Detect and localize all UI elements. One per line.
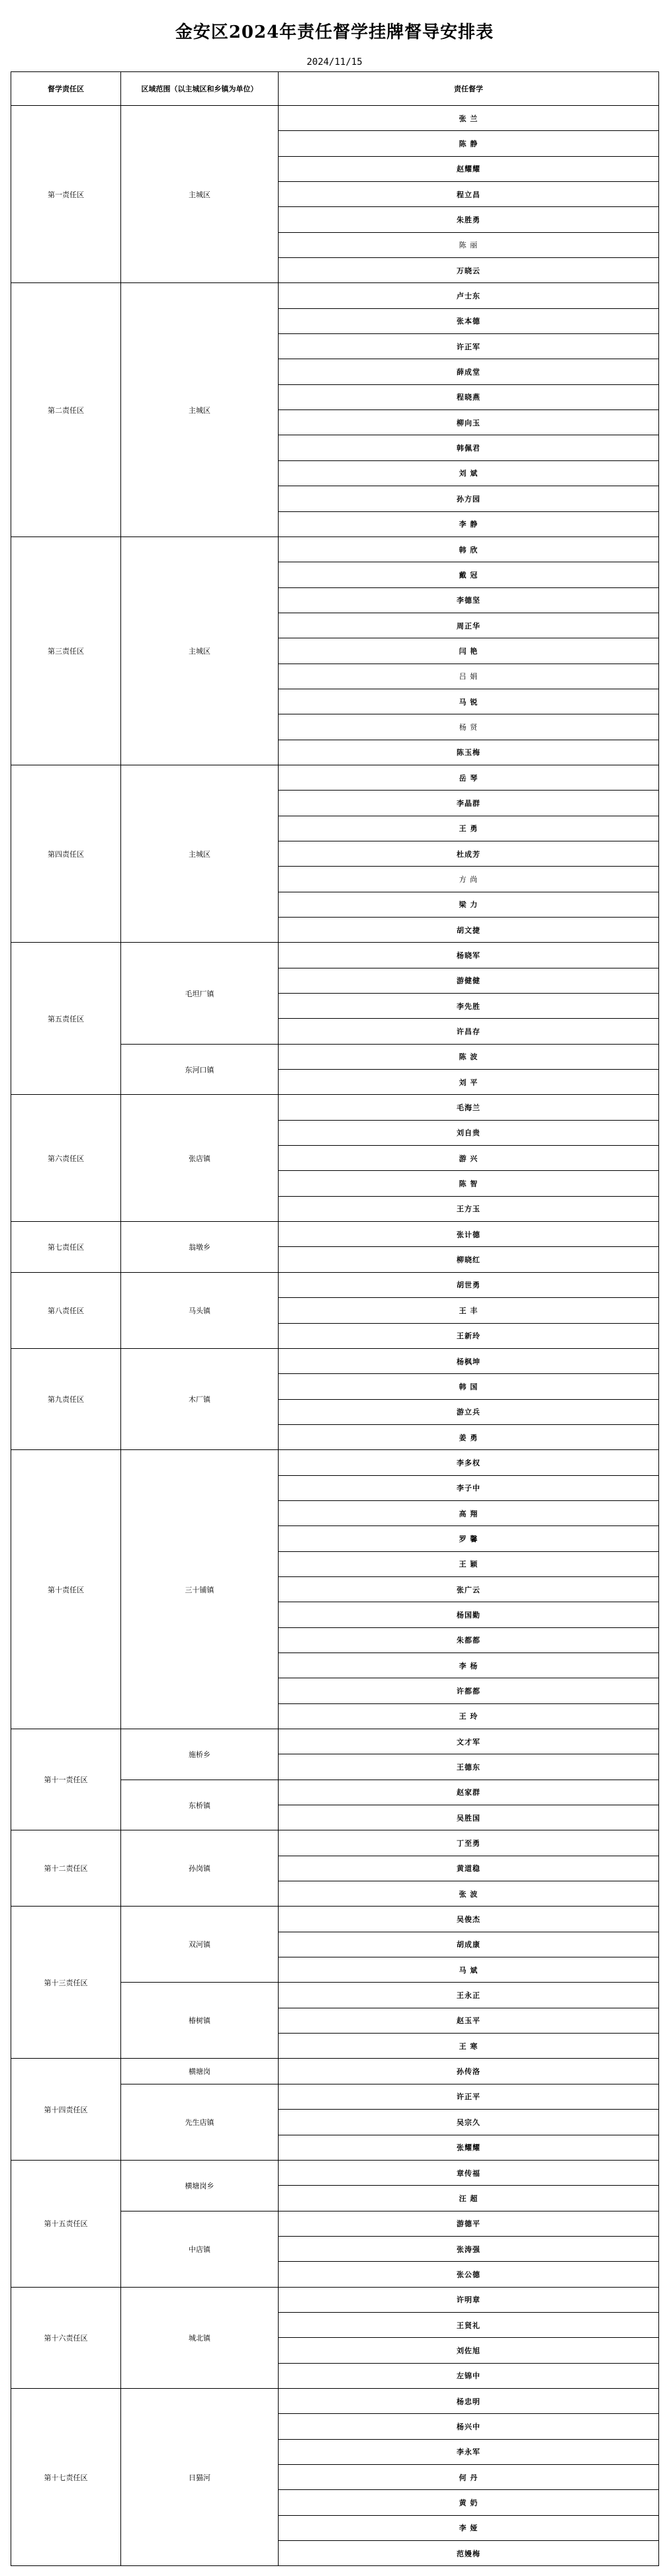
person-cell: 朱胜勇 bbox=[279, 207, 659, 232]
person-cell: 陈玉梅 bbox=[279, 740, 659, 765]
person-cell: 张涛强 bbox=[279, 2236, 659, 2261]
area-cell: 主城区 bbox=[121, 283, 279, 537]
person-cell: 张广云 bbox=[279, 1576, 659, 1602]
person-cell: 丁至勇 bbox=[279, 1830, 659, 1856]
person-cell: 吕 娟 bbox=[279, 664, 659, 689]
area-cell: 马头镇 bbox=[121, 1272, 279, 1348]
person-cell: 胡文捷 bbox=[279, 918, 659, 943]
person-cell: 王永正 bbox=[279, 1983, 659, 2008]
table-row bbox=[11, 2160, 659, 2185]
person-cell: 毛海兰 bbox=[279, 1095, 659, 1120]
person-cell: 吴宗久 bbox=[279, 2110, 659, 2135]
table-row bbox=[11, 1907, 659, 1932]
person-cell: 梁 力 bbox=[279, 892, 659, 917]
zone-cell: 第十一责任区 bbox=[11, 1729, 121, 1830]
zone-cell: 第十七责任区 bbox=[11, 2388, 121, 2565]
table-row bbox=[11, 1729, 659, 1754]
table-row bbox=[11, 943, 659, 968]
person-cell: 李 娅 bbox=[279, 2515, 659, 2540]
document-date: 2024/11/15 bbox=[306, 57, 363, 67]
table-row bbox=[11, 1095, 659, 1120]
area-cell: 木厂镇 bbox=[121, 1348, 279, 1449]
person-cell: 张耀耀 bbox=[279, 2135, 659, 2160]
zone-cell: 第五责任区 bbox=[11, 943, 121, 1095]
person-cell: 陈 波 bbox=[279, 1044, 659, 1069]
person-cell: 姜 勇 bbox=[279, 1424, 659, 1449]
zone-cell: 第十五责任区 bbox=[11, 2160, 121, 2287]
area-cell: 先生店镇 bbox=[121, 2084, 279, 2160]
zone-cell: 第一责任区 bbox=[11, 106, 121, 283]
person-cell: 朱都都 bbox=[279, 1627, 659, 1653]
person-cell: 胡世勇 bbox=[279, 1272, 659, 1297]
person-cell: 赵玉平 bbox=[279, 2008, 659, 2033]
area-cell: 中店镇 bbox=[121, 2211, 279, 2287]
person-cell: 王 寒 bbox=[279, 2034, 659, 2059]
person-cell: 韩 国 bbox=[279, 1374, 659, 1399]
area-cell: 张店镇 bbox=[121, 1095, 279, 1222]
person-cell: 王新玲 bbox=[279, 1323, 659, 1348]
person-cell: 许明章 bbox=[279, 2287, 659, 2312]
person-cell: 方 尚 bbox=[279, 867, 659, 892]
area-cell: 主城区 bbox=[121, 106, 279, 283]
area-cell: 东桥镇 bbox=[121, 1780, 279, 1830]
header-area: 区域范围（以主城区和乡镇为单位） bbox=[121, 72, 279, 106]
area-cell: 翁墩乡 bbox=[121, 1222, 279, 1273]
zone-cell: 第十四责任区 bbox=[11, 2059, 121, 2160]
person-cell: 游 兴 bbox=[279, 1146, 659, 1171]
person-cell: 李 静 bbox=[279, 511, 659, 537]
person-cell: 赵耀耀 bbox=[279, 156, 659, 181]
person-cell: 许正平 bbox=[279, 2084, 659, 2109]
zone-cell: 第八责任区 bbox=[11, 1272, 121, 1348]
document-title: 金安区2024年责任督学挂牌督导安排表 bbox=[175, 22, 494, 42]
person-cell: 刘 斌 bbox=[279, 460, 659, 486]
person-cell: 李子中 bbox=[279, 1475, 659, 1500]
person-cell: 张计德 bbox=[279, 1222, 659, 1247]
person-cell: 左锦中 bbox=[279, 2363, 659, 2388]
person-cell: 许昌存 bbox=[279, 1019, 659, 1044]
person-cell: 张 兰 bbox=[279, 106, 659, 131]
header-person: 责任督学 bbox=[279, 72, 659, 106]
person-cell: 王方玉 bbox=[279, 1196, 659, 1221]
person-cell: 胡成康 bbox=[279, 1932, 659, 1957]
zone-cell: 第二责任区 bbox=[11, 283, 121, 537]
person-cell: 李晶群 bbox=[279, 791, 659, 816]
table-row bbox=[11, 283, 659, 308]
person-cell: 杜成芳 bbox=[279, 841, 659, 866]
zone-cell: 第九责任区 bbox=[11, 1348, 121, 1449]
header-row bbox=[11, 72, 659, 106]
person-cell: 杨国勤 bbox=[279, 1602, 659, 1627]
person-cell: 张本德 bbox=[279, 308, 659, 333]
person-cell: 杨 贤 bbox=[279, 714, 659, 740]
person-cell: 高 翔 bbox=[279, 1500, 659, 1525]
table-row bbox=[11, 106, 659, 131]
zone-cell: 第三责任区 bbox=[11, 537, 121, 765]
person-cell: 章传福 bbox=[279, 2160, 659, 2185]
person-cell: 汪 超 bbox=[279, 2186, 659, 2211]
person-cell: 杨晓军 bbox=[279, 943, 659, 968]
area-cell: 施桥乡 bbox=[121, 1729, 279, 1780]
table-row bbox=[11, 765, 659, 790]
person-cell: 游立兵 bbox=[279, 1399, 659, 1424]
zone-cell: 第十二责任区 bbox=[11, 1830, 121, 1907]
person-cell: 王贤礼 bbox=[279, 2312, 659, 2337]
person-cell: 杨兴中 bbox=[279, 2414, 659, 2439]
person-cell: 薛成堂 bbox=[279, 359, 659, 384]
person-cell: 王 丰 bbox=[279, 1298, 659, 1323]
table-row bbox=[11, 2059, 659, 2084]
person-cell: 李德坚 bbox=[279, 587, 659, 613]
person-cell: 刘 平 bbox=[279, 1070, 659, 1095]
zone-cell: 第六责任区 bbox=[11, 1095, 121, 1222]
person-cell: 杨枫坤 bbox=[279, 1348, 659, 1373]
person-cell: 闫 艳 bbox=[279, 638, 659, 664]
person-cell: 万晓云 bbox=[279, 258, 659, 283]
person-cell: 王德东 bbox=[279, 1754, 659, 1780]
person-cell: 赵家群 bbox=[279, 1780, 659, 1805]
person-cell: 韩 欣 bbox=[279, 537, 659, 562]
person-cell: 罗 馨 bbox=[279, 1526, 659, 1551]
table-row bbox=[11, 1450, 659, 1475]
area-cell: 主城区 bbox=[121, 537, 279, 765]
person-cell: 黄道稳 bbox=[279, 1856, 659, 1881]
person-cell: 王 勇 bbox=[279, 816, 659, 841]
zone-cell: 第十三责任区 bbox=[11, 1907, 121, 2059]
person-cell: 孙传洛 bbox=[279, 2059, 659, 2084]
zone-cell: 第十责任区 bbox=[11, 1450, 121, 1729]
person-cell: 陈 智 bbox=[279, 1171, 659, 1196]
area-cell: 主城区 bbox=[121, 765, 279, 942]
table-row bbox=[11, 2388, 659, 2413]
person-cell: 周正华 bbox=[279, 613, 659, 638]
person-cell: 文才军 bbox=[279, 1729, 659, 1754]
person-cell: 游健健 bbox=[279, 968, 659, 993]
person-cell: 陈 丽 bbox=[279, 232, 659, 257]
area-cell: 三十铺镇 bbox=[121, 1450, 279, 1729]
table-row bbox=[11, 1272, 659, 1297]
person-cell: 柳晓红 bbox=[279, 1247, 659, 1272]
area-cell: 横塘岗 bbox=[121, 2059, 279, 2084]
table-row bbox=[11, 1222, 659, 1247]
area-cell: 东河口镇 bbox=[121, 1044, 279, 1095]
person-cell: 杨忠明 bbox=[279, 2388, 659, 2413]
person-cell: 柳向玉 bbox=[279, 410, 659, 435]
area-cell: 毛坦厂镇 bbox=[121, 943, 279, 1044]
person-cell: 何 丹 bbox=[279, 2464, 659, 2489]
zone-cell: 第十六责任区 bbox=[11, 2287, 121, 2388]
person-cell: 卢士东 bbox=[279, 283, 659, 308]
area-cell: 城北镇 bbox=[121, 2287, 279, 2388]
person-cell: 李先胜 bbox=[279, 994, 659, 1019]
person-cell: 程晓燕 bbox=[279, 384, 659, 409]
person-cell: 王 颖 bbox=[279, 1551, 659, 1576]
area-cell: 双河镇 bbox=[121, 1907, 279, 1983]
person-cell: 马 斌 bbox=[279, 1957, 659, 1983]
person-cell: 孙方园 bbox=[279, 486, 659, 511]
table-row bbox=[11, 1348, 659, 1373]
person-cell: 程立昌 bbox=[279, 182, 659, 207]
zone-cell: 第七责任区 bbox=[11, 1222, 121, 1273]
header-zone: 督学责任区 bbox=[11, 72, 121, 106]
table-row bbox=[11, 1830, 659, 1856]
person-cell: 许正军 bbox=[279, 334, 659, 359]
person-cell: 吴胜国 bbox=[279, 1805, 659, 1830]
person-cell: 李永军 bbox=[279, 2439, 659, 2464]
person-cell: 黄 奶 bbox=[279, 2490, 659, 2515]
area-cell: 椿树镇 bbox=[121, 1983, 279, 2059]
person-cell: 李多权 bbox=[279, 1450, 659, 1475]
person-cell: 陈 静 bbox=[279, 131, 659, 156]
area-cell: 日猫河 bbox=[121, 2388, 279, 2565]
person-cell: 王 玲 bbox=[279, 1703, 659, 1729]
person-cell: 韩佩君 bbox=[279, 435, 659, 460]
person-cell: 吴俊杰 bbox=[279, 1907, 659, 1932]
area-cell: 孙岗镇 bbox=[121, 1830, 279, 1907]
person-cell: 岳 琴 bbox=[279, 765, 659, 790]
person-cell: 刘自贵 bbox=[279, 1120, 659, 1145]
person-cell: 刘佐旭 bbox=[279, 2338, 659, 2363]
person-cell: 张 波 bbox=[279, 1881, 659, 1907]
person-cell: 游德平 bbox=[279, 2211, 659, 2236]
person-cell: 戴 冠 bbox=[279, 562, 659, 587]
person-cell: 许都都 bbox=[279, 1678, 659, 1703]
person-cell: 范嫚梅 bbox=[279, 2541, 659, 2566]
person-cell: 马 锐 bbox=[279, 689, 659, 714]
table-row bbox=[11, 2287, 659, 2312]
schedule-table bbox=[11, 71, 659, 2566]
person-cell: 张公德 bbox=[279, 2262, 659, 2287]
person-cell: 李 杨 bbox=[279, 1653, 659, 1678]
table-row bbox=[11, 537, 659, 562]
zone-cell: 第四责任区 bbox=[11, 765, 121, 942]
area-cell: 横塘岗乡 bbox=[121, 2160, 279, 2211]
schedule-body bbox=[11, 106, 659, 2566]
